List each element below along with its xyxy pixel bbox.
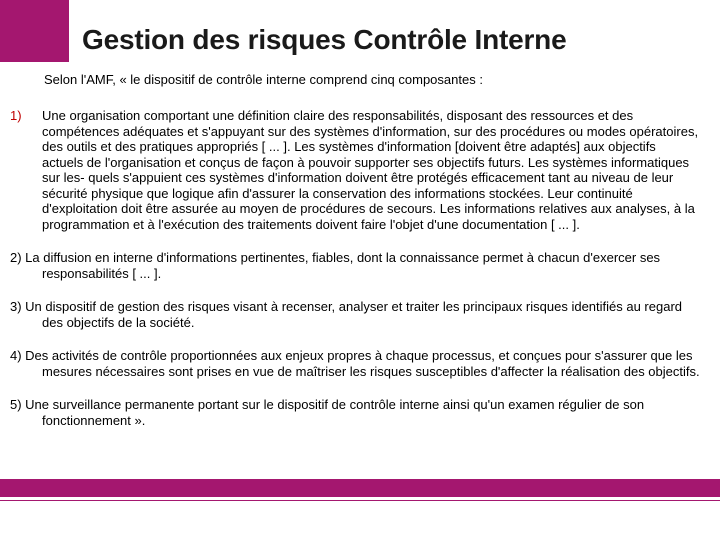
list-number-2: 2): [10, 250, 26, 265]
components-list: [10, 108, 700, 446]
accent-square: [0, 0, 67, 62]
list-text-5: Une surveillance permanente portant sur le dispositif de contrôle interne ainsi qu'un examen régulier de son fonctionnement ».: [25, 397, 645, 428]
list-number-3: 3): [10, 299, 26, 314]
list-item-4: [10, 348, 700, 379]
title-divider: [67, 0, 69, 62]
list-number-1: 1): [10, 108, 22, 123]
list-number-5: 5): [10, 397, 26, 412]
footer-accent-bar: [0, 479, 720, 497]
list-number-4: 4): [10, 348, 26, 363]
list-item-5: [10, 397, 700, 428]
list-text-1: Une organisation comportant une définition claire des responsabilités, disposant des ressources et des compétences adéquates et s'appuyant sur des systèmes d'information, sur des procédures ou modes opératoires, des outils et des pratiques appropriés [ ... ]. Les systèmes d'information [doivent être adaptés] aux objectifs actuels de l'organisation et conçus de façon à pouvoir supporter ses objectifs futurs. Les systèmes informatiques sur les- quels s'appuient ces systèmes d'information doivent être protégés efficacement tant au niveau de leur sécurité physique que logique afin d'assurer la conservation des informations stockées. Leur continuité d'exploitation doit être assurée au moyen de procédures de secours. Les informations relatives aux analyses, à la programmation et à l'exécution des traitements doivent faire l'objet d'une documentation [ ... ].: [42, 108, 699, 232]
list-item-3: [10, 299, 700, 330]
list-item-1: [10, 108, 700, 232]
list-text-3: Un dispositif de gestion des risques visant à recenser, analyser et traiter les principaux risques identifiés au regard des objectifs de la société.: [25, 299, 683, 330]
list-text-2: La diffusion en interne d'informations pertinentes, fiables, dont la connaissance permet à chacun d'exercer ses responsabilités [ ... ].: [25, 250, 661, 281]
intro-text: Selon l'AMF, « le dispositif de contrôle interne comprend cinq composantes :: [44, 72, 483, 87]
slide-title: Gestion des risques Contrôle Interne: [82, 24, 567, 55]
list-text-4: Des activités de contrôle proportionnées aux enjeux propres à chaque processus, et conçues pour s'assurer que les mesures nécessaires sont prises en vue de maîtriser les risques susceptibles d'affecter la réalisation des objectifs.: [25, 348, 700, 379]
footer-accent-line: [0, 500, 720, 501]
list-item-2: [10, 250, 700, 281]
